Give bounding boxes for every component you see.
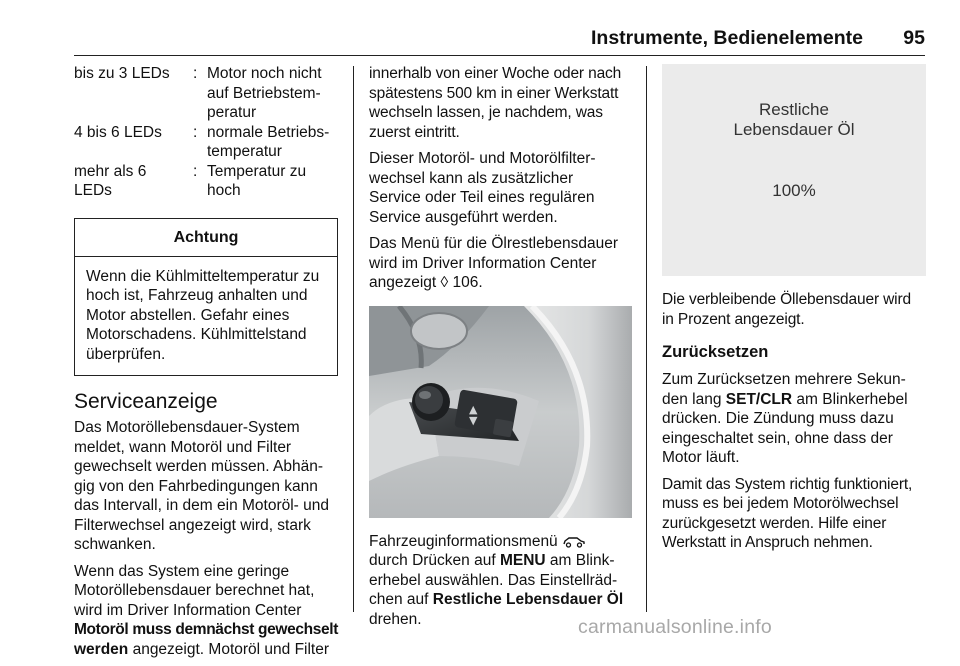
paragraph: Dieser Motoröl- und Motorölfilter- wechsel kann als zusätzlicher Service oder Teil eines regulären Service ausgeführt werden.	[369, 150, 596, 226]
steering-column-image	[369, 306, 632, 518]
paragraph: Damit das System richtig funktioniert, muss es bei jedem Motorölwechsel zurückgesetzt werden. Hilfe einer Werkstatt in Anspruch nehmen.	[662, 475, 913, 551]
led-table	[74, 64, 340, 201]
led-state: auf Betriebstem-	[207, 84, 321, 102]
page-header	[74, 27, 925, 56]
section-title: Instrumente, Bedienelemente	[591, 27, 863, 49]
led-separator: :	[193, 65, 198, 82]
column-right	[662, 64, 926, 560]
turn-signal-lever-photo	[369, 306, 632, 518]
svg-text:▲: ▲	[469, 402, 478, 416]
warning-text	[75, 257, 337, 376]
paragraph: Das Motoröllebensdauer-System meldet, wann Motoröl und Filter gewechselt werden müssen. Abhän- gig von den Fahrbedingungen kann das Intervall, in dem ein Motoröl- und Filterwechsel angezeigt wird, stark schwanken.	[74, 419, 330, 553]
page-reference: 106.	[448, 274, 483, 291]
paragraph: Wenn das System eine geringe Motoröllebensdauer berechnet hat, wird im Driver Information Center Motoröl muss demnächst gewechselt werden angezeigt. Motoröl und Filter	[74, 562, 339, 658]
column-divider	[646, 66, 647, 612]
warning-line: überprüfen.	[86, 345, 166, 363]
section-heading: Serviceanzeige	[74, 390, 218, 413]
paragraph: Die verbleibende Öllebensdauer wird in Prozent angezeigt.	[662, 291, 911, 328]
led-separator: :	[193, 123, 198, 141]
menu-item-label: Restliche Lebensdauer Öl	[432, 591, 624, 608]
led-state: Temperatur zu	[207, 162, 307, 180]
menu-button-label: MENU	[499, 552, 546, 569]
svg-text:▼: ▼	[469, 413, 478, 427]
column-left	[74, 64, 340, 666]
led-count: LEDs	[74, 182, 112, 199]
car-info-icon	[562, 535, 586, 548]
column-middle	[369, 64, 632, 636]
warning-box	[74, 218, 338, 377]
led-count: 4 bis 6 LEDs	[74, 123, 162, 141]
led-count: mehr als 6	[74, 162, 147, 180]
warning-line: Motor abstellen. Gefahr eines	[86, 306, 290, 324]
led-row	[74, 123, 340, 162]
paragraph: innerhalb von einer Woche oder nach spätestens 500 km in einer Werkstatt wechseln lassen, je nachdem, was zuerst eintritt.	[369, 65, 622, 141]
watermark: carmanualsonline.info	[578, 616, 772, 638]
led-row	[74, 162, 340, 201]
led-state: normale Betriebs-	[207, 123, 330, 141]
warning-line: hoch ist, Fahrzeug anhalten und	[86, 287, 308, 304]
button-label: SET/CLR	[725, 390, 793, 408]
led-separator: :	[193, 162, 198, 180]
warning-line: Wenn die Kühlmitteltemperatur zu	[86, 267, 320, 285]
oil-life-display	[662, 64, 926, 276]
paragraph: Zum Zurücksetzen mehrere Sekun- den lang SET/CLR am Blinkerhebel drücken. Die Zündung muss dazu eingeschaltet sein, ohne dass der Motor läuft.	[662, 371, 908, 466]
display-message: Motoröl muss demnächst gewechselt	[74, 621, 339, 638]
subsection-heading: Zurücksetzen	[662, 343, 769, 361]
led-count: bis zu 3 LEDs	[74, 65, 170, 82]
led-state: temperatur	[207, 143, 282, 160]
warning-line: Motorschadens. Kühlmittelstand	[86, 326, 307, 343]
page-reference-icon: ◊	[440, 274, 449, 291]
led-state: peratur	[207, 104, 257, 121]
column-divider	[353, 66, 354, 612]
warning-title: Achtung	[75, 219, 337, 257]
led-row	[74, 64, 340, 123]
paragraph: Das Menü für die Ölrestlebensdauer wird im Driver Information Center angezeigt ◊ 106.	[369, 235, 618, 291]
paragraph: Fahrzeuginformationsmenü durch Drücken auf MENU am Blink- erhebel auswählen. Das Einstellräd- chen auf Restliche Lebensdauer Öl drehen.	[369, 532, 624, 628]
display-title: Restliche Lebensdauer Öl	[733, 100, 855, 139]
led-state: Motor noch nicht	[207, 65, 322, 82]
page-number: 95	[903, 27, 925, 49]
led-state: hoch	[207, 182, 241, 199]
display-message: werden	[74, 640, 129, 658]
oil-life-percent: 100%	[772, 181, 816, 200]
